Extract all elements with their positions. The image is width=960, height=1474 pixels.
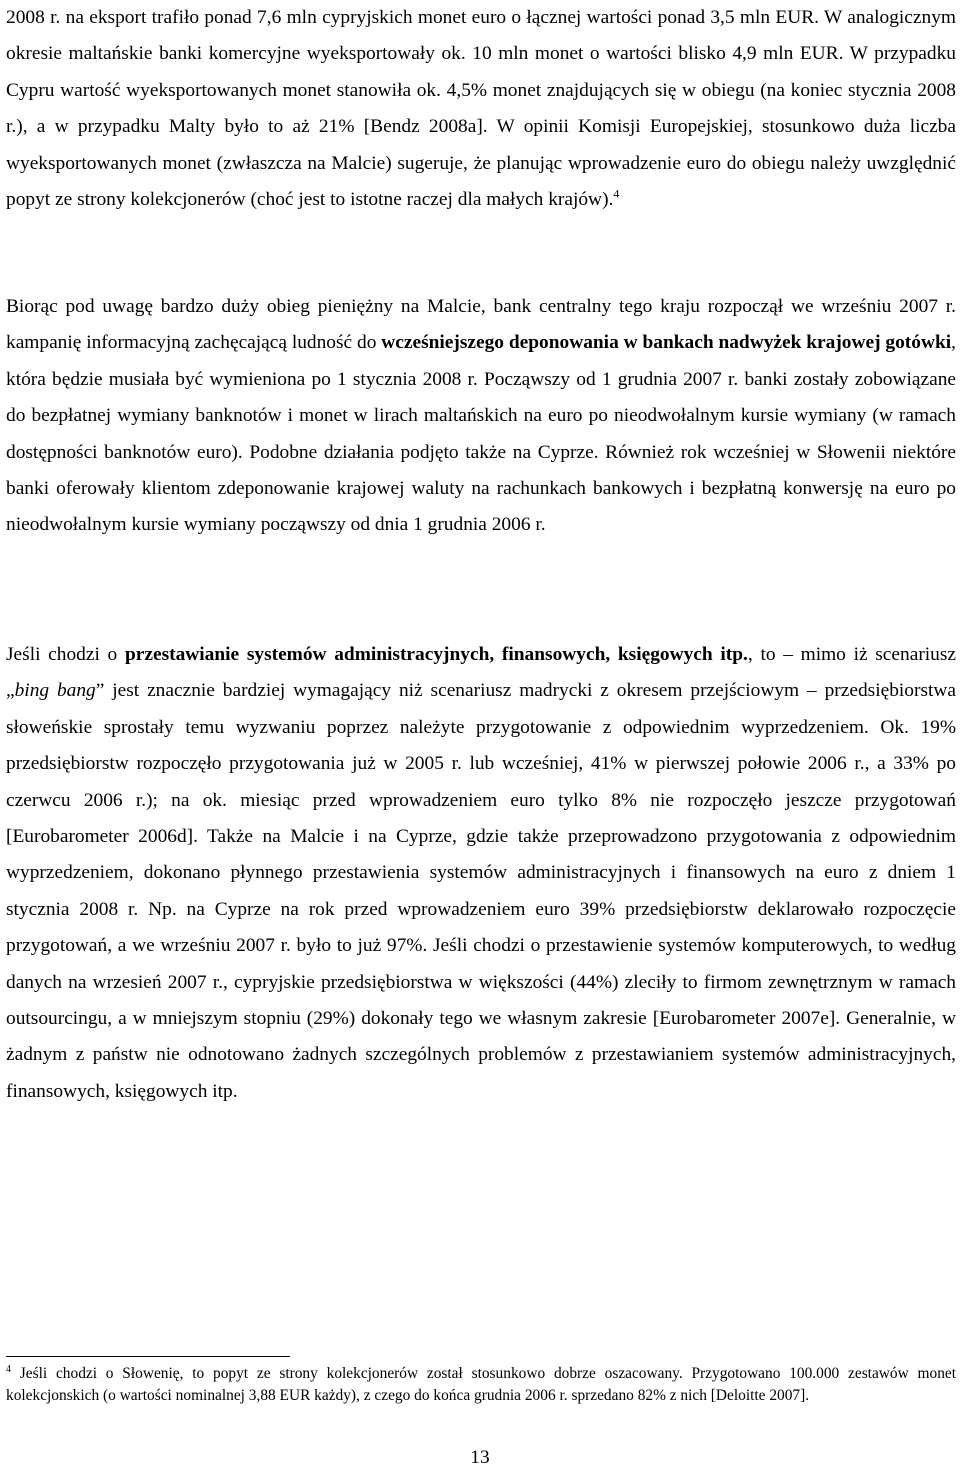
bold-phrase: przestawianie systemów administracyjnych, finansowych, księgowych itp. <box>124 644 748 665</box>
paragraph-malta-campaign <box>6 289 956 544</box>
paragraph-coin-exports <box>6 0 956 218</box>
footnote-reference[interactable]: 4 <box>613 186 620 201</box>
paragraph-text: 2008 r. na eksport trafiło ponad 7,6 mln cypryjskich monet euro o łącznej wartości ponad 3,5 mln EUR. W analogicznym okresie maltańskie banki komercyjne wyeksportowały ok. 10 mln monet o wartości blisko 4,9 mln EUR. W przypadku Cypru wartość wyeksportowanych monet stanowiła ok. 4,5% monet znajdujących się w obiegu (na koniec stycznia 2008 r.), a w przypadku Malty było to aż 21% [Bendz 2008a]. W opinii Komisji Europejskiej, stosunkowo duża liczba wyeksportowanych monet (zwłaszcza na Malcie) sugeruje, że planując wprowadzenie euro do obiegu należy uwzględnić popyt ze strony kolekcjonerów (choć jest to istotne raczej dla małych krajów). <box>6 7 956 211</box>
italic-phrase: bing bang <box>14 680 96 702</box>
paragraph-text: Biorąc pod uwagę bardzo duży obieg pieniężny na Malcie, bank centralny tego kraju rozpoczął we wrześniu 2007 r. kampanię informacyjną zachęcającą ludność do <box>6 296 956 354</box>
paragraph-text: Jeśli chodzi o <box>6 644 125 665</box>
footnote-text: Jeśli chodzi o Słowenię, to popyt ze strony kolekcjonerów został stosunkowo dobrze oszacowany. Przygotowano 100.000 zestawów monet kolekcjonskich (o wartości nominalnej 3,88 EUR każdy), z czego do końca grudnia 2006 r. sprzedano 82% z nich [Deloitte 2007]. <box>6 1365 956 1404</box>
footnote-marker: 4 <box>6 1363 11 1375</box>
bold-phrase: wcześniejszego deponowania w bankach nadwyżek krajowej gotówki <box>381 332 952 354</box>
footnote-separator <box>6 1356 290 1357</box>
footnote <box>6 1363 956 1406</box>
paragraph-text: ” jest znacznie bardziej wymagający niż scenariusz madrycki z okresem przejściowym – przedsiębiorstwa słoweńskie sprostały temu wyzwaniu poprzez należyte przygotowanie z odpowiednim wyprzedzeniem. Ok. 19% przedsiębiorstw rozpoczęło przygotowania już w 2005 r. lub wcześniej, 41% w pierwszej połowie 2006 r., a 33% po czerwcu 2006 r.); na ok. miesiąc przed wprowadzeniem euro tylko 8% nie rozpoczęło jeszcze przygotowań [Eurobarometer 2006d]. Także na Malcie i na Cyprze, gdzie także przeprowadzono przygotowania z odpowiednim wyprzedzeniem, dokonano płynnego przestawienia systemów administracyjnych i finansowych na euro z dniem 1 stycznia 2008 r. Np. na Cyprze na rok przed wprowadzeniem euro 39% przedsiębiorstw deklarowało rozpoczęcie przygotowań, a we wrześniu 2007 r. było to już 97%. Jeśli chodzi o przestawienie systemów komputerowych, to według danych na wrzesień 2007 r., cypryjskie przedsiębiorstwa w większości (44%) zleciły to firmom zewnętrznym w ramach outsourcingu, a w mniejszym stopniu (29%) dokonały tego we własnym zakresie [Eurobarometer 2007e]. Generalnie, w żadnym z państw nie odnotowano żadnych szczególnych problemów z przestawianiem systemów administracyjnych, finansowych, księgowych itp. <box>6 680 956 1102</box>
paragraph-text: , która będzie musiała być wymieniona po 1 stycznia 2008 r. Począwszy od 1 grudnia 2007 r. banki zostały zobowiązane do bezpłatnej wymiany banknotów i monet w lirach maltańskich na euro po nieodwołalnym kursie wymiany (w ramach dostępności banknotów euro). Podobne działania podjęto także na Cyprze. Również rok wcześniej w Słowenii niektóre banki oferowały klientom zdeponowanie krajowej waluty na rachunkach bankowych i bezpłatną konwersję na euro po nieodwołalnym kursie wymiany począwszy od dnia 1 grudnia 2006 r. <box>6 332 956 536</box>
page-number: 13 <box>470 1447 490 1468</box>
paragraph-system-conversion <box>6 637 956 1110</box>
paragraph-text: , to – mimo iż scenariusz „ <box>6 644 957 702</box>
